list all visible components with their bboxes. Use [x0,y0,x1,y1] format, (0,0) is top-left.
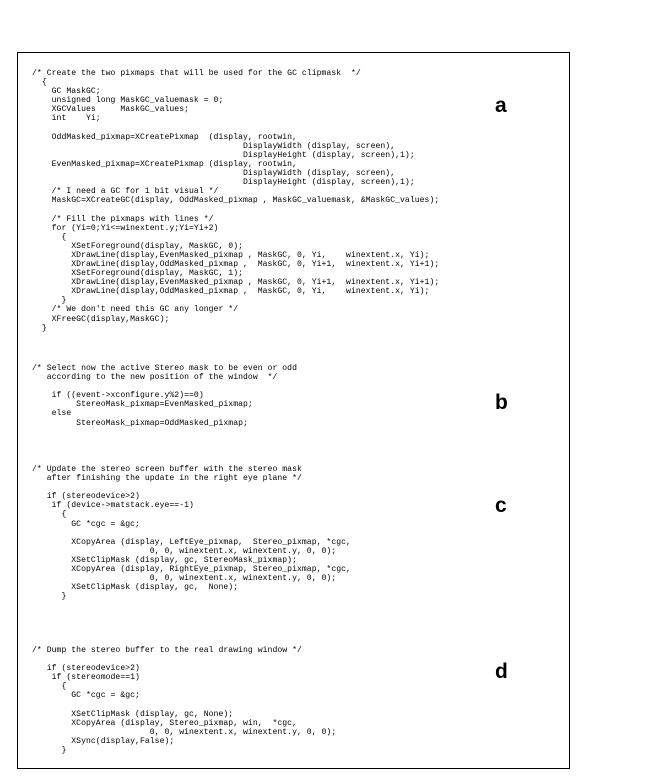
panel-label-b: b [495,391,508,414]
code-block-d: /* Dump the stereo buffer to the real drawing window */ if (stereodevice>2) if (stereomode==1) { GC *cgc = &gc; XSetClipMask (display, gc, None); XCopyArea (display, Stereo_pixmap, win, *cgc, 0, 0, winextent.x, winextent.y, 0, 0); XSync(display,False); } [32,646,337,756]
code-block-a: /* Create the two pixmaps that will be used for the GC clipmask */ { GC MaskGC; unsigned long MaskGC_valuemask = 0; XGCValues MaskGC_values; int Yi; OddMasked_pixmap=XCreatePixmap (display, rootwin, DisplayWidth (display, screen), DisplayHeight (display, screen),1); EvenMasked_pixmap=XCreatePixmap (display, rootwin, DisplayWidth (display, screen), DisplayHeight (display, screen),1); /* I need a GC for 1 bit visual */ MaskGC=XCreateGC(display, OddMasked_pixmap , MaskGC_valuemask, &MaskGC_values); /* Fill the pixmaps with lines */ for (Yi=0;Yi<=winextent.y;Yi=Yi+2) { XSetForeground(display, MaskGC, 0); XDrawLine(display,EvenMasked_pixmap , MaskGC, 0, Yi, winextent.x, Yi); XDrawLine(display,OddMasked_pixmap , MaskGC, 0, Yi+1, winextent.x, Yi+1); XSetForeground(display, MaskGC, 1); XDrawLine(display,EvenMasked_pixmap , MaskGC, 0, Yi+1, winextent.x, Yi+1); XDrawLine(display,OddMasked_pixmap , MaskGC, 0, Yi, winextent.x, Yi); } /* We don't need this GC any longer */ XFreeGC(display,MaskGC); } [32,69,440,333]
panel-label-c: c [495,494,507,517]
code-block-c: /* Update the stereo screen buffer with the stereo mask after finishing the update in the right eye plane */ if (stereodevice>2) if (device->matstack.eye==-1) { GC *cgc = &gc; XCopyArea (display, LeftEye_pixmap, Stereo_pixmap, *cgc, 0, 0, winextent.x, winextent.y, 0, 0); XSetClipMask (display, gc, StereoMask_pixmap); XCopyArea (display, RightEye_pixmap, Stereo_pixmap, *cgc, 0, 0, winextent.x, winextent.y, 0, 0); XSetClipMask (display, gc, None); } [32,465,351,602]
code-block-b: /* Select now the active Stereo mask to be even or odd according to the new position of the window */ if ((event->xconfigure.y%2)==0) StereoMask_pixmap=EvenMasked_pixmap; else StereoMask_pixmap=OddMasked_pixmap; [32,364,297,428]
figure-frame [17,52,570,769]
panel-label-d: d [495,660,508,683]
panel-label-a: a [495,94,507,117]
